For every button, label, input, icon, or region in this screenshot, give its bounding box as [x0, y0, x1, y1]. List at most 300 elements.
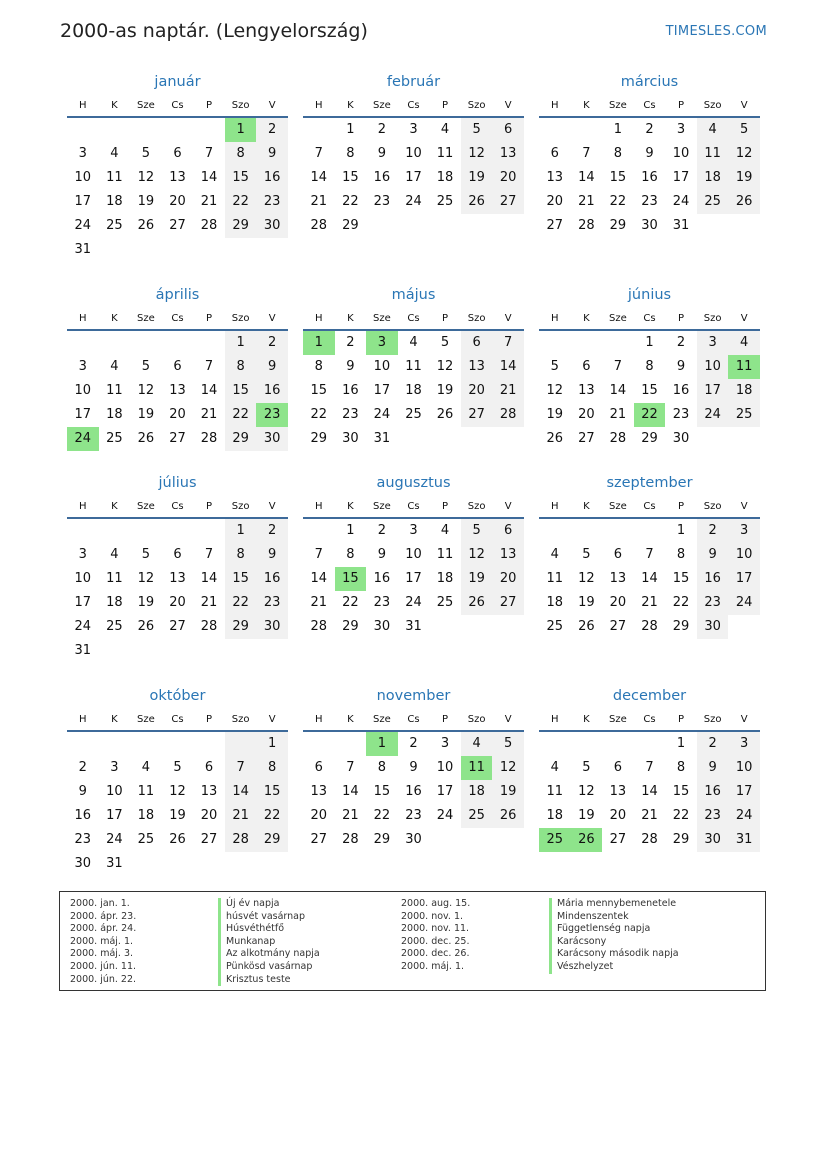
- day-cell: 23: [697, 804, 729, 828]
- day-cell: 4: [141, 760, 151, 775]
- empty-day-cell: [461, 615, 493, 639]
- week-row: [539, 519, 760, 543]
- day-cell: 20: [169, 407, 186, 422]
- day-cell: 6: [492, 519, 524, 543]
- week-row: [67, 780, 288, 804]
- week-row: [539, 591, 760, 615]
- day-cell: 1: [346, 122, 355, 137]
- week-row: [539, 355, 760, 379]
- empty-day-cell: [67, 118, 99, 142]
- day-cell: 5: [141, 359, 151, 374]
- day-cell: 23: [342, 407, 359, 422]
- day-cell: 29: [225, 214, 257, 238]
- day-cell: 4: [728, 331, 760, 355]
- day-cell: 26: [578, 619, 595, 634]
- day-cell: 10: [106, 784, 123, 799]
- empty-day-cell: [162, 852, 194, 876]
- day-cell: 15: [672, 784, 690, 799]
- holiday-day-cell: 26: [571, 828, 603, 852]
- day-cell: 10: [405, 547, 422, 562]
- day-cell: 27: [492, 591, 524, 615]
- week-row: [539, 615, 760, 639]
- day-cell: 24: [405, 194, 422, 209]
- weekday-label: H: [551, 312, 559, 324]
- empty-day-cell: [571, 331, 603, 355]
- weekday-label: Szo: [703, 713, 722, 725]
- empty-day-cell: [492, 828, 524, 852]
- weekday-header: [303, 94, 524, 116]
- day-cell: 23: [405, 808, 422, 823]
- day-cell: 21: [609, 407, 627, 422]
- empty-day-cell: [99, 732, 131, 756]
- holiday-day-cell: 1: [225, 118, 257, 142]
- weekday-label: Sze: [373, 99, 391, 111]
- day-cell: 22: [342, 595, 359, 610]
- day-cell: 27: [609, 832, 627, 847]
- legend-holiday-name: Vészhelyzet: [549, 961, 679, 974]
- week-row: [303, 780, 524, 804]
- empty-day-cell: [99, 519, 131, 543]
- day-cell: 2: [377, 523, 387, 538]
- day-cell: 25: [137, 832, 155, 847]
- day-cell: 15: [373, 784, 391, 799]
- legend-holiday-name: Mária mennybemenetele: [549, 898, 679, 911]
- day-cell: 12: [728, 142, 760, 166]
- empty-day-cell: [225, 238, 257, 262]
- day-cell: 9: [256, 142, 288, 166]
- day-cell: 20: [609, 808, 627, 823]
- day-cell: 19: [578, 808, 595, 823]
- empty-day-cell: [539, 118, 571, 142]
- day-cell: 26: [492, 804, 524, 828]
- weekday-label: V: [740, 99, 748, 111]
- day-cell: 8: [225, 543, 257, 567]
- day-cell: 29: [342, 218, 359, 233]
- day-cell: 6: [461, 331, 493, 355]
- day-cell: 17: [106, 808, 123, 823]
- day-cell: 22: [342, 194, 359, 209]
- day-cell: 22: [225, 190, 257, 214]
- weekday-label: Szo: [703, 312, 722, 324]
- day-cell: 9: [697, 543, 729, 567]
- day-cell: 9: [78, 784, 87, 799]
- day-cell: 14: [310, 571, 328, 586]
- legend-dates-right: [401, 898, 470, 974]
- week-row: [67, 615, 288, 639]
- legend-date: 2000. nov. 1.: [401, 910, 464, 922]
- empty-day-cell: [492, 214, 524, 238]
- empty-day-cell: [162, 238, 194, 262]
- weekday-header: [67, 94, 288, 116]
- day-cell: 3: [78, 146, 87, 161]
- day-cell: 29: [225, 427, 257, 451]
- day-cell: 28: [200, 431, 218, 446]
- weekday-label: P: [442, 99, 449, 111]
- day-cell: 19: [436, 383, 454, 398]
- page-title: 2000-as naptár. (Lengyelország): [60, 20, 368, 42]
- empty-day-cell: [130, 732, 162, 756]
- empty-day-cell: [130, 519, 162, 543]
- day-cell: 15: [225, 166, 257, 190]
- day-cell: 24: [106, 832, 123, 847]
- day-cell: 29: [342, 619, 359, 634]
- day-cell: 1: [645, 335, 654, 350]
- day-cell: 29: [672, 832, 690, 847]
- weekday-label: Szo: [467, 500, 486, 512]
- month-name: július: [158, 475, 197, 491]
- day-cell: 23: [373, 595, 391, 610]
- day-cell: 12: [436, 359, 454, 374]
- legend-holiday-name: Karácsony: [549, 936, 679, 949]
- empty-day-cell: [256, 639, 288, 663]
- empty-day-cell: [162, 519, 194, 543]
- weekday-label: V: [504, 312, 512, 324]
- day-cell: 15: [225, 567, 257, 591]
- weekday-label: V: [268, 312, 276, 324]
- week-row: [303, 379, 524, 403]
- day-cell: 29: [609, 218, 627, 233]
- week-row: [539, 427, 760, 451]
- day-cell: 2: [377, 122, 387, 137]
- day-cell: 8: [645, 359, 654, 374]
- day-cell: 11: [405, 359, 422, 374]
- day-cell: 11: [697, 142, 729, 166]
- day-cell: 30: [256, 615, 288, 639]
- day-cell: 10: [728, 756, 760, 780]
- day-cell: 18: [436, 571, 454, 586]
- weekday-label: Szo: [467, 99, 486, 111]
- week-row: [303, 214, 524, 238]
- day-cell: 13: [609, 571, 627, 586]
- weekday-label: H: [79, 500, 87, 512]
- day-cell: 7: [314, 547, 323, 562]
- day-cell: 21: [200, 595, 218, 610]
- weekday-label: H: [315, 500, 323, 512]
- weekday-label: H: [315, 99, 323, 111]
- day-cell: 8: [613, 146, 623, 161]
- day-cell: 21: [200, 194, 218, 209]
- day-cell: 28: [200, 218, 218, 233]
- day-cell: 16: [256, 166, 288, 190]
- day-cell: 30: [74, 856, 92, 871]
- week-row: [303, 190, 524, 214]
- day-cell: 16: [373, 571, 391, 586]
- month-block: [303, 72, 524, 238]
- day-cell: 23: [74, 832, 92, 847]
- empty-day-cell: [193, 238, 225, 262]
- empty-day-cell: [429, 615, 461, 639]
- empty-day-cell: [193, 331, 225, 355]
- day-cell: 6: [173, 359, 182, 374]
- day-cell: 23: [672, 407, 690, 422]
- day-cell: 26: [137, 431, 155, 446]
- day-cell: 11: [106, 170, 123, 185]
- day-cell: 2: [256, 118, 288, 142]
- day-cell: 15: [672, 571, 690, 586]
- day-cell: 30: [697, 615, 729, 639]
- day-cell: 21: [641, 808, 658, 823]
- week-row: [67, 852, 288, 876]
- empty-day-cell: [697, 214, 729, 238]
- brand-link[interactable]: TIMESLES.COM: [665, 24, 767, 39]
- day-cell: 5: [728, 118, 760, 142]
- day-cell: 5: [141, 146, 151, 161]
- weekday-label: Sze: [137, 99, 155, 111]
- legend-date: 2000. ápr. 24.: [70, 923, 137, 935]
- day-cell: 16: [672, 383, 690, 398]
- weekday-label: Szo: [703, 99, 722, 111]
- empty-day-cell: [728, 427, 760, 451]
- day-cell: 17: [74, 407, 92, 422]
- day-cell: 22: [225, 591, 257, 615]
- day-cell: 3: [728, 519, 760, 543]
- weekday-label: V: [268, 713, 276, 725]
- legend-holiday-name: Húsvéthétfő: [218, 923, 320, 936]
- day-cell: 7: [492, 331, 524, 355]
- day-cell: 3: [78, 359, 87, 374]
- empty-day-cell: [366, 214, 398, 238]
- day-cell: 19: [461, 166, 493, 190]
- day-cell: 24: [405, 595, 422, 610]
- day-cell: 27: [169, 619, 186, 634]
- empty-day-cell: [571, 118, 603, 142]
- empty-day-cell: [193, 732, 225, 756]
- day-cell: 19: [137, 407, 155, 422]
- empty-day-cell: [398, 214, 430, 238]
- week-row: [67, 732, 288, 756]
- day-cell: 9: [676, 359, 686, 374]
- day-cell: 22: [225, 403, 257, 427]
- month-name: március: [620, 74, 679, 90]
- day-cell: 13: [492, 543, 524, 567]
- weekday-header: [303, 708, 524, 730]
- day-cell: 8: [346, 547, 355, 562]
- day-cell: 29: [225, 615, 257, 639]
- day-cell: 27: [200, 832, 218, 847]
- legend-holiday-name: Pünkösd vasárnap: [218, 961, 320, 974]
- day-cell: 26: [461, 591, 493, 615]
- day-cell: 24: [728, 591, 760, 615]
- empty-day-cell: [602, 732, 634, 756]
- week-row: [539, 780, 760, 804]
- day-cell: 1: [225, 519, 257, 543]
- day-cell: 14: [200, 571, 218, 586]
- holiday-day-cell: 11: [728, 355, 760, 379]
- day-cell: 7: [645, 547, 654, 562]
- day-cell: 21: [200, 407, 218, 422]
- day-cell: 26: [436, 407, 454, 422]
- weekday-label: K: [347, 713, 354, 725]
- empty-day-cell: [193, 519, 225, 543]
- day-cell: 12: [137, 383, 155, 398]
- weekday-label: K: [111, 312, 118, 324]
- empty-day-cell: [225, 732, 257, 756]
- week-row: [67, 238, 288, 262]
- weekday-label: K: [347, 99, 354, 111]
- day-cell: 31: [74, 643, 92, 658]
- empty-day-cell: [193, 639, 225, 663]
- day-cell: 29: [672, 619, 690, 634]
- weekday-label: Cs: [407, 312, 420, 324]
- day-cell: 2: [676, 335, 686, 350]
- empty-day-cell: [193, 852, 225, 876]
- day-cell: 3: [728, 732, 760, 756]
- weekday-label: Sze: [137, 500, 155, 512]
- month-name: december: [612, 688, 687, 704]
- day-cell: 17: [728, 780, 760, 804]
- day-cell: 18: [461, 780, 493, 804]
- legend-date: 2000. nov. 11.: [401, 923, 470, 935]
- day-cell: 18: [405, 383, 422, 398]
- day-cell: 6: [550, 146, 559, 161]
- day-cell: 31: [405, 619, 422, 634]
- week-row: [303, 567, 524, 591]
- day-cell: 7: [613, 359, 623, 374]
- day-cell: 8: [225, 355, 257, 379]
- week-row: [539, 331, 760, 355]
- weekday-label: V: [740, 500, 748, 512]
- day-cell: 7: [346, 760, 355, 775]
- day-cell: 7: [645, 760, 654, 775]
- week-row: [67, 142, 288, 166]
- day-cell: 20: [609, 595, 627, 610]
- day-cell: 31: [106, 856, 123, 871]
- empty-day-cell: [99, 639, 131, 663]
- empty-day-cell: [303, 519, 335, 543]
- holiday-day-cell: 24: [67, 427, 99, 451]
- day-cell: 2: [256, 331, 288, 355]
- weekday-label: Sze: [373, 713, 391, 725]
- weekday-label: P: [206, 713, 213, 725]
- day-cell: 30: [641, 218, 658, 233]
- week-row: [303, 427, 524, 451]
- day-cell: 18: [728, 379, 760, 403]
- weekday-label: P: [678, 99, 685, 111]
- day-cell: 13: [169, 170, 186, 185]
- empty-day-cell: [256, 852, 288, 876]
- week-row: [67, 403, 288, 427]
- empty-day-cell: [162, 118, 194, 142]
- week-row: [539, 804, 760, 828]
- week-row: [303, 142, 524, 166]
- day-cell: 10: [697, 355, 729, 379]
- day-cell: 18: [106, 194, 123, 209]
- weekday-label: P: [678, 713, 685, 725]
- day-cell: 13: [310, 784, 328, 799]
- weekday-label: P: [442, 713, 449, 725]
- day-cell: 1: [346, 523, 355, 538]
- empty-day-cell: [398, 427, 430, 451]
- day-cell: 7: [204, 359, 214, 374]
- month-name: szeptember: [606, 475, 693, 491]
- empty-day-cell: [130, 852, 162, 876]
- day-cell: 8: [377, 760, 387, 775]
- weekday-label: K: [583, 713, 590, 725]
- week-row: [539, 543, 760, 567]
- day-cell: 27: [169, 431, 186, 446]
- day-cell: 18: [436, 170, 454, 185]
- day-cell: 6: [613, 547, 623, 562]
- month-block: [67, 72, 288, 262]
- weekday-label: Cs: [171, 500, 184, 512]
- week-row: [539, 732, 760, 756]
- empty-day-cell: [697, 427, 729, 451]
- weekday-label: H: [79, 312, 87, 324]
- day-cell: 14: [641, 571, 658, 586]
- month-name: június: [627, 287, 672, 303]
- day-cell: 5: [582, 547, 591, 562]
- weekday-label: H: [79, 713, 87, 725]
- empty-day-cell: [162, 639, 194, 663]
- day-cell: 2: [78, 760, 87, 775]
- day-cell: 25: [405, 407, 422, 422]
- day-cell: 5: [461, 519, 493, 543]
- day-cell: 20: [492, 166, 524, 190]
- week-row: [67, 118, 288, 142]
- day-cell: 11: [546, 784, 564, 799]
- week-row: [303, 519, 524, 543]
- weekday-label: K: [583, 500, 590, 512]
- day-cell: 13: [461, 355, 493, 379]
- day-cell: 5: [141, 547, 151, 562]
- weekday-label: K: [347, 500, 354, 512]
- day-cell: 6: [492, 118, 524, 142]
- empty-day-cell: [429, 828, 461, 852]
- week-row: [67, 543, 288, 567]
- day-cell: 12: [578, 784, 595, 799]
- legend-date: 2000. dec. 25.: [401, 935, 470, 947]
- weekday-label: P: [206, 500, 213, 512]
- month-name: augusztus: [376, 475, 451, 491]
- empty-day-cell: [225, 639, 257, 663]
- day-cell: 11: [106, 571, 123, 586]
- empty-day-cell: [602, 519, 634, 543]
- day-cell: 4: [550, 547, 559, 562]
- day-cell: 9: [256, 543, 288, 567]
- day-cell: 28: [310, 218, 328, 233]
- day-cell: 20: [546, 194, 564, 209]
- day-cell: 14: [609, 383, 627, 398]
- day-cell: 6: [314, 760, 323, 775]
- day-cell: 22: [672, 808, 690, 823]
- legend-date: 2000. máj. 3.: [70, 948, 134, 960]
- week-row: [67, 190, 288, 214]
- day-cell: 6: [204, 760, 214, 775]
- weekday-label: K: [583, 312, 590, 324]
- day-cell: 8: [314, 359, 323, 374]
- day-cell: 5: [173, 760, 182, 775]
- week-row: [67, 804, 288, 828]
- day-cell: 25: [436, 194, 454, 209]
- holiday-day-cell: 1: [366, 732, 398, 756]
- legend-holiday-name: Függetlenség napja: [549, 923, 679, 936]
- day-cell: 24: [728, 804, 760, 828]
- week-row: [67, 331, 288, 355]
- day-cell: 27: [609, 619, 627, 634]
- weekday-label: K: [347, 312, 354, 324]
- week-row: [67, 379, 288, 403]
- weekday-label: Szo: [231, 99, 250, 111]
- empty-day-cell: [429, 427, 461, 451]
- day-cell: 13: [546, 170, 564, 185]
- day-cell: 22: [609, 194, 627, 209]
- day-cell: 20: [492, 567, 524, 591]
- day-cell: 2: [697, 519, 729, 543]
- weekday-label: Cs: [407, 500, 420, 512]
- legend-date: 2000. aug. 15.: [401, 898, 471, 909]
- day-cell: 16: [641, 170, 658, 185]
- day-cell: 11: [436, 547, 454, 562]
